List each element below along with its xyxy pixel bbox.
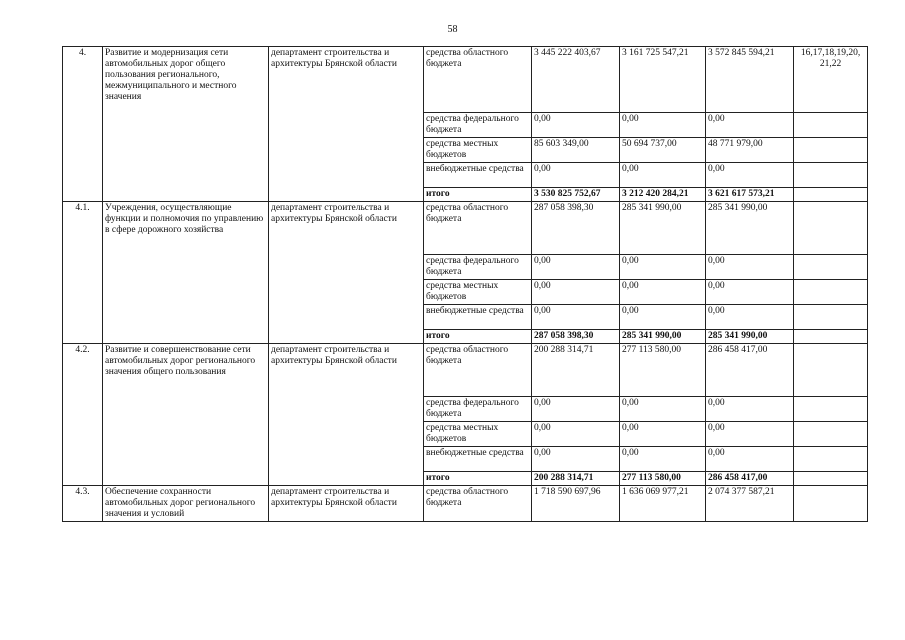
amount-year-3: 48 771 979,00 — [706, 138, 794, 163]
amount-year-2: 0,00 — [620, 422, 706, 447]
amount-year-2: 0,00 — [620, 305, 706, 330]
amount-year-3: 0,00 — [706, 255, 794, 280]
amount-year-3: 0,00 — [706, 422, 794, 447]
amount-year-1: 287 058 398,30 — [532, 202, 620, 255]
amount-year-3: 0,00 — [706, 397, 794, 422]
amount-year-1: 200 288 314,71 — [532, 472, 620, 486]
amount-year-2: 3 161 725 547,21 — [620, 47, 706, 113]
amount-year-1: 0,00 — [532, 305, 620, 330]
amount-year-3: 0,00 — [706, 447, 794, 472]
target-indicators — [794, 202, 868, 255]
funding-source: итого — [424, 330, 532, 344]
amount-year-1: 3 445 222 403,67 — [532, 47, 620, 113]
amount-year-2: 0,00 — [620, 255, 706, 280]
funding-source: средства областного бюджета — [424, 47, 532, 113]
target-indicators — [794, 163, 868, 188]
amount-year-1: 200 288 314,71 — [532, 344, 620, 397]
funding-source: итого — [424, 472, 532, 486]
target-indicators — [794, 330, 868, 344]
amount-year-1: 0,00 — [532, 447, 620, 472]
target-indicators — [794, 113, 868, 138]
funding-source: внебюджетные средства — [424, 305, 532, 330]
target-indicators — [794, 344, 868, 397]
target-indicators — [794, 486, 868, 522]
amount-year-3: 0,00 — [706, 280, 794, 305]
funding-source: внебюджетные средства — [424, 163, 532, 188]
amount-year-3: 285 341 990,00 — [706, 330, 794, 344]
item-number: 4. — [63, 47, 103, 202]
item-description: Обеспечение сохранности автомобильных дорог регионального значения и условий — [103, 486, 269, 522]
target-indicators — [794, 422, 868, 447]
amount-year-2: 285 341 990,00 — [620, 330, 706, 344]
funding-source: внебюджетные средства — [424, 447, 532, 472]
amount-year-1: 0,00 — [532, 397, 620, 422]
item-executor: департамент строительства и архитектуры Брянской области — [269, 202, 424, 344]
amount-year-2: 277 113 580,00 — [620, 472, 706, 486]
amount-year-2: 285 341 990,00 — [620, 202, 706, 255]
amount-year-3: 286 458 417,00 — [706, 472, 794, 486]
amount-year-2: 3 212 420 284,21 — [620, 188, 706, 202]
amount-year-3: 285 341 990,00 — [706, 202, 794, 255]
amount-year-1: 1 718 590 697,96 — [532, 486, 620, 522]
funding-source: средства областного бюджета — [424, 486, 532, 522]
target-indicators — [794, 447, 868, 472]
item-executor: департамент строительства и архитектуры Брянской области — [269, 486, 424, 522]
amount-year-3: 3 621 617 573,21 — [706, 188, 794, 202]
table-row — [63, 486, 868, 522]
amount-year-1: 0,00 — [532, 113, 620, 138]
amount-year-2: 1 636 069 977,21 — [620, 486, 706, 522]
amount-year-3: 2 074 377 587,21 — [706, 486, 794, 522]
item-description: Развитие и модернизация сети автомобильных дорог общего пользования регионального, межмуниципального и местного значения — [103, 47, 269, 202]
item-description: Развитие и совершенствование сети автомобильных дорог регионального значения общего пользования — [103, 344, 269, 486]
funding-source: средства областного бюджета — [424, 202, 532, 255]
amount-year-3: 0,00 — [706, 163, 794, 188]
target-indicators — [794, 138, 868, 163]
amount-year-3: 286 458 417,00 — [706, 344, 794, 397]
amount-year-2: 0,00 — [620, 447, 706, 472]
amount-year-1: 3 530 825 752,67 — [532, 188, 620, 202]
amount-year-3: 3 572 845 594,21 — [706, 47, 794, 113]
amount-year-1: 85 603 349,00 — [532, 138, 620, 163]
target-indicators — [794, 255, 868, 280]
funding-source: средства местных бюджетов — [424, 280, 532, 305]
target-indicators — [794, 305, 868, 330]
target-indicators — [794, 188, 868, 202]
table-row — [63, 47, 868, 113]
amount-year-2: 0,00 — [620, 113, 706, 138]
amount-year-1: 0,00 — [532, 255, 620, 280]
amount-year-2: 50 694 737,00 — [620, 138, 706, 163]
item-executor: департамент строительства и архитектуры Брянской области — [269, 344, 424, 486]
item-description: Учреждения, осуществляющие функции и полномочия по управлению в сфере дорожного хозяйства — [103, 202, 269, 344]
amount-year-3: 0,00 — [706, 305, 794, 330]
funding-source: средства областного бюджета — [424, 344, 532, 397]
funding-source: итого — [424, 188, 532, 202]
amount-year-1: 0,00 — [532, 422, 620, 447]
item-number: 4.1. — [63, 202, 103, 344]
funding-source: средства федерального бюджета — [424, 113, 532, 138]
amount-year-2: 0,00 — [620, 280, 706, 305]
funding-source: средства федерального бюджета — [424, 255, 532, 280]
target-indicators: 16,17,18,19,20, 21,22 — [794, 47, 868, 113]
target-indicators — [794, 472, 868, 486]
amount-year-2: 0,00 — [620, 163, 706, 188]
target-indicators — [794, 280, 868, 305]
item-number: 4.3. — [63, 486, 103, 522]
item-executor: департамент строительства и архитектуры Брянской области — [269, 47, 424, 202]
table-row — [63, 202, 868, 255]
item-number: 4.2. — [63, 344, 103, 486]
amount-year-2: 277 113 580,00 — [620, 344, 706, 397]
amount-year-3: 0,00 — [706, 113, 794, 138]
table-row — [63, 344, 868, 397]
target-indicators — [794, 397, 868, 422]
amount-year-1: 287 058 398,30 — [532, 330, 620, 344]
amount-year-2: 0,00 — [620, 397, 706, 422]
funding-source: средства федерального бюджета — [424, 397, 532, 422]
amount-year-1: 0,00 — [532, 280, 620, 305]
budget-table — [62, 46, 868, 522]
amount-year-1: 0,00 — [532, 163, 620, 188]
funding-source: средства местных бюджетов — [424, 138, 532, 163]
funding-source: средства местных бюджетов — [424, 422, 532, 447]
page-number: 58 — [447, 24, 458, 35]
